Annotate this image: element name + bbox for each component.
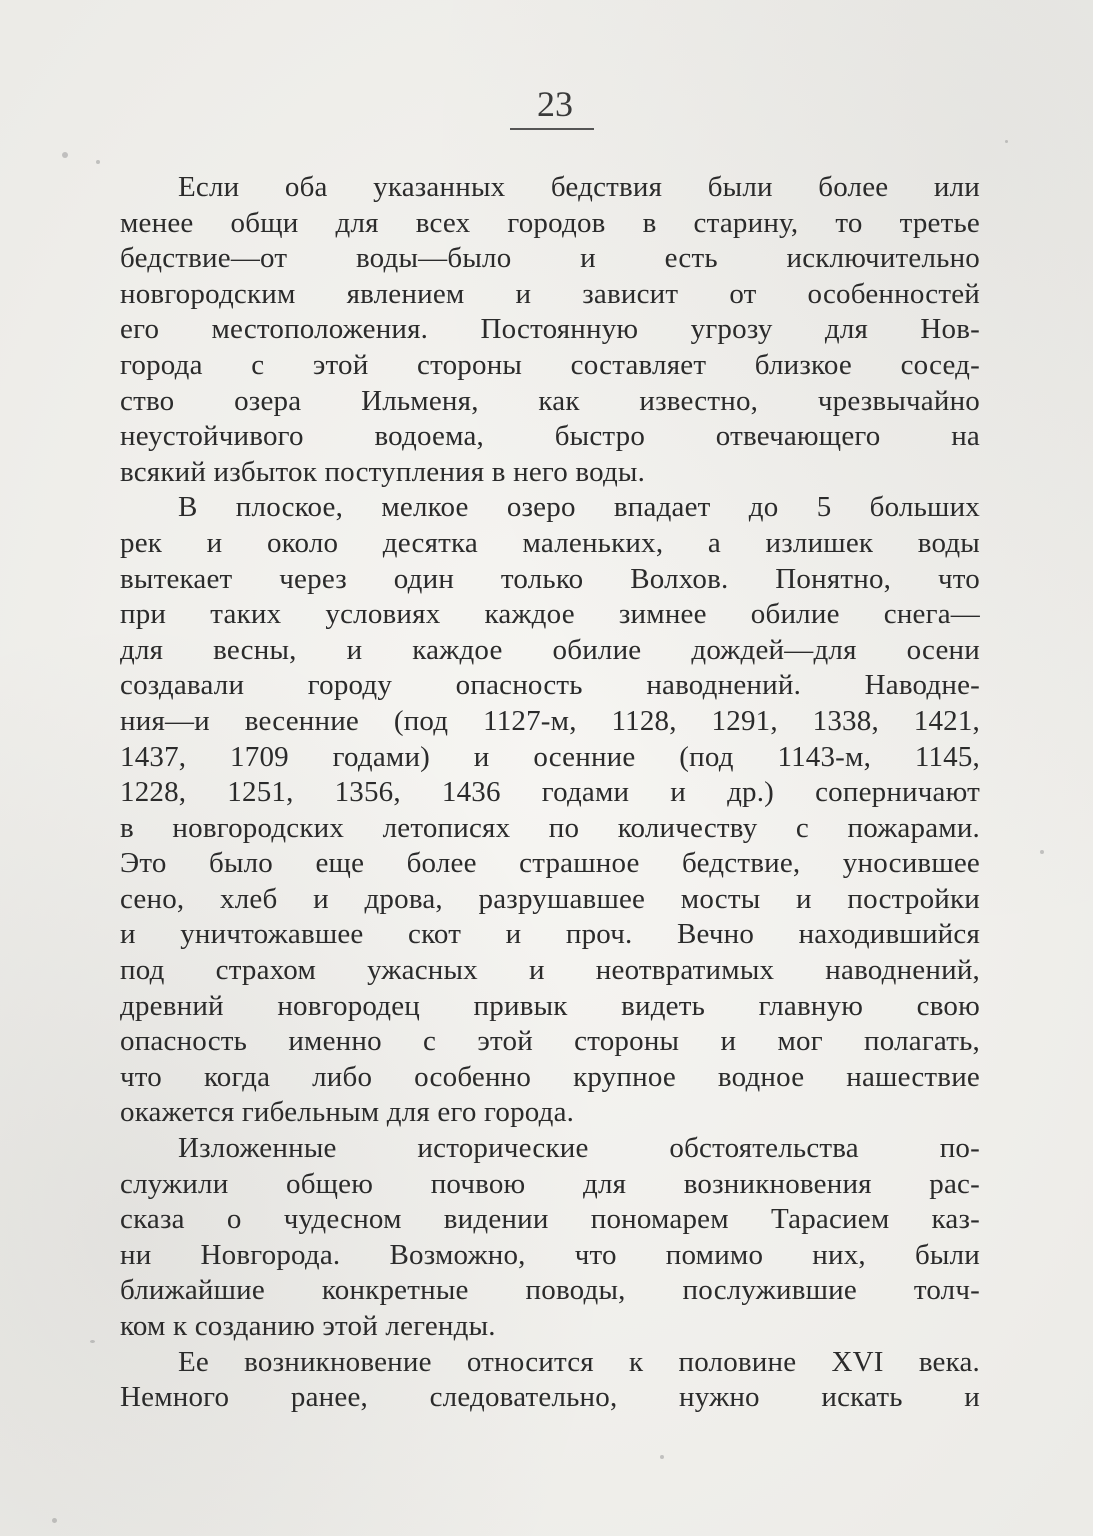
text-line: в новгородских летописях по количеству с пожарами. xyxy=(120,811,980,844)
text-line: сказа о чудесном видении пономарем Тарасием каз- xyxy=(120,1203,980,1236)
text-line: 1228, 1251, 1356, 1436 годами и др.) соперничают xyxy=(120,776,980,809)
text-line: для весны, и каждое обилие дождей—для осени xyxy=(120,633,980,666)
text-line: всякий избыток поступления в него воды. xyxy=(120,455,646,488)
text-line: ком к созданию этой легенды. xyxy=(120,1310,496,1342)
text-line: ния—и весенние (под 1127-м, 1128, 1291, 1338, 1421, xyxy=(120,704,980,737)
text-line: окажется гибельным для его города. xyxy=(120,1096,575,1129)
text-line: древний новгородец привык видеть главную свою xyxy=(120,989,980,1022)
text-line: ни Новгорода. Возможно, что помимо них, были xyxy=(120,1238,980,1271)
scan-speck xyxy=(1005,140,1008,143)
text-line: ближайшие конкретные поводы, послужившие толч- xyxy=(120,1274,980,1307)
text-line: рек и около десятка маленьких, а излишек воды xyxy=(120,526,980,559)
text-line: его местоположения. Постоянную угрозу для Нов- xyxy=(120,313,980,346)
body-text xyxy=(120,170,980,1416)
scan-speck xyxy=(660,1455,664,1459)
text-line: В плоское, мелкое озеро впадает до 5 больших xyxy=(178,491,980,524)
text-line: неустойчивого водоема, быстро отвечающего на xyxy=(120,420,980,453)
scan-speck xyxy=(90,1340,95,1343)
text-line: служили общею почвою для возникновения рас- xyxy=(120,1167,980,1200)
text-line: Это было еще более страшное бедствие, уносившее xyxy=(120,847,980,880)
scan-speck xyxy=(96,160,100,164)
text-line: бедствие—от воды—было и есть исключительно xyxy=(120,242,980,275)
text-line: Если оба указанных бедствия были более или xyxy=(178,171,980,203)
page-number-rule xyxy=(510,128,594,130)
text-line: Немного ранее, следовательно, нужно искать и xyxy=(120,1381,980,1414)
text-line: под страхом ужасных и неотвратимых наводнений, xyxy=(120,954,980,987)
text-line: города с этой стороны составляет близкое сосед- xyxy=(120,348,980,381)
scan-speck xyxy=(52,1518,57,1523)
text-line: создавали городу опасность наводнений. Наводне- xyxy=(120,669,980,702)
scan-speck xyxy=(62,152,68,158)
text-line: и уничтожавшее скот и проч. Вечно находившийся xyxy=(120,918,980,951)
text-line: при таких условиях каждое зимнее обилие снега— xyxy=(120,598,980,631)
text-line: опасность именно с этой стороны и мог полагать, xyxy=(120,1025,980,1058)
text-line: ство озера Ильменя, как известно, чрезвычайно xyxy=(120,384,980,417)
text-line: Ее возникновение относится к половине XVI века. xyxy=(178,1345,980,1378)
text-line: новгородским явлением и зависит от особенностей xyxy=(120,277,980,310)
text-line: Изложенные исторические обстоятельства по- xyxy=(178,1132,980,1165)
page-number: 23 xyxy=(537,84,573,124)
text-line: менее общи для всех городов в старину, то третье xyxy=(120,206,980,239)
scan-speck xyxy=(1040,850,1044,854)
text-line: вытекает через один только Волхов. Понятно, что xyxy=(120,562,980,595)
text-line: 1437, 1709 годами) и осенние (под 1143-м, 1145, xyxy=(120,740,980,773)
text-line: что когда либо особенно крупное водное нашествие xyxy=(120,1060,980,1093)
text-line: сено, хлеб и дрова, разрушавшее мосты и постройки xyxy=(120,882,980,915)
